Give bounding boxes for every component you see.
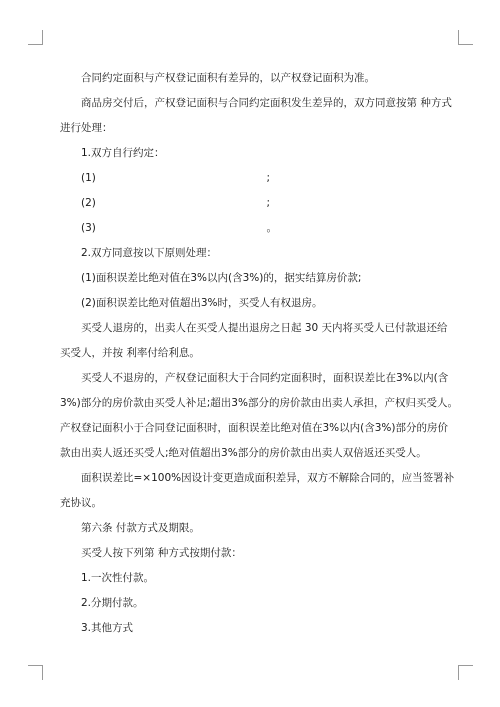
paragraph-line: (1)面积误差比绝对值在3%以内(含3%)的，据实结算房价款; <box>81 272 362 284</box>
crop-mark-bottom-right <box>458 665 473 680</box>
crop-mark-top-left <box>28 30 43 45</box>
paragraph-line: 买受人，并按 利率付给利息。 <box>60 347 200 359</box>
list-item: 3.其他方式 <box>81 622 134 634</box>
blank-item-label: (3) <box>81 222 96 234</box>
blank-item-label: (2) <box>81 197 96 209</box>
paragraph-line: 充协议。 <box>60 497 102 509</box>
list-item: 1.一次性付款。 <box>81 572 155 584</box>
blank-item-tail: ; <box>266 197 271 209</box>
paragraph-line: 1.双方自行约定： <box>81 147 165 159</box>
blank-item-tail: 。 <box>266 222 277 234</box>
crop-mark-top-right <box>458 30 473 45</box>
paragraph-line: 买受人退房的，出卖人在买受人提出退房之日起 30 天内将买受人已付款退还给 <box>81 322 448 334</box>
blank-item-tail: ; <box>266 172 271 184</box>
paragraph-line: (2)面积误差比绝对值超出3%时，买受人有权退房。 <box>81 297 323 309</box>
list-item: 2.分期付款。 <box>81 597 144 609</box>
paragraph-line: 商品房交付后，产权登记面积与合同约定面积发生差异的，双方同意按第 种方式 <box>81 97 452 109</box>
paragraph-line: 合同约定面积与产权登记面积有差异的，以产权登记面积为准。 <box>81 72 375 84</box>
paragraph-line: 款由出卖人返还买受人;绝对值超出3%部分的房价款由出卖人双倍返还买受人。 <box>60 447 427 459</box>
paragraph-line: 2.双方同意按以下原则处理： <box>81 247 218 259</box>
blank-item-line <box>60 191 452 216</box>
blank-item-label: (1) <box>81 172 96 184</box>
blank-item-line <box>60 166 452 191</box>
paragraph-line: 买受人不退房的，产权登记面积大于合同约定面积时，面积误差比在3%以内(含 <box>81 372 449 384</box>
paragraph-line: 面积误差比=×100%因设计变更造成面积差异，双方不解除合同的，应当签署补 <box>81 472 455 484</box>
paragraph-line: 进行处理： <box>60 122 113 134</box>
paragraph-line: 买受人按下列第 种方式按期付款： <box>81 547 242 559</box>
blank-item-line <box>60 216 452 241</box>
document-body <box>60 66 458 641</box>
crop-mark-bottom-left <box>28 665 43 680</box>
section-heading: 第六条 付款方式及期限。 <box>81 522 200 534</box>
paragraph-line: 3%)部分的房价款由买受人补足;超出3%部分的房价款由出卖人承担，产权归买受人。 <box>60 397 458 409</box>
paragraph-line: 产权登记面积小于合同登记面积时，面积误差比绝对值在3%以内(含3%)部分的房价 <box>60 422 449 434</box>
